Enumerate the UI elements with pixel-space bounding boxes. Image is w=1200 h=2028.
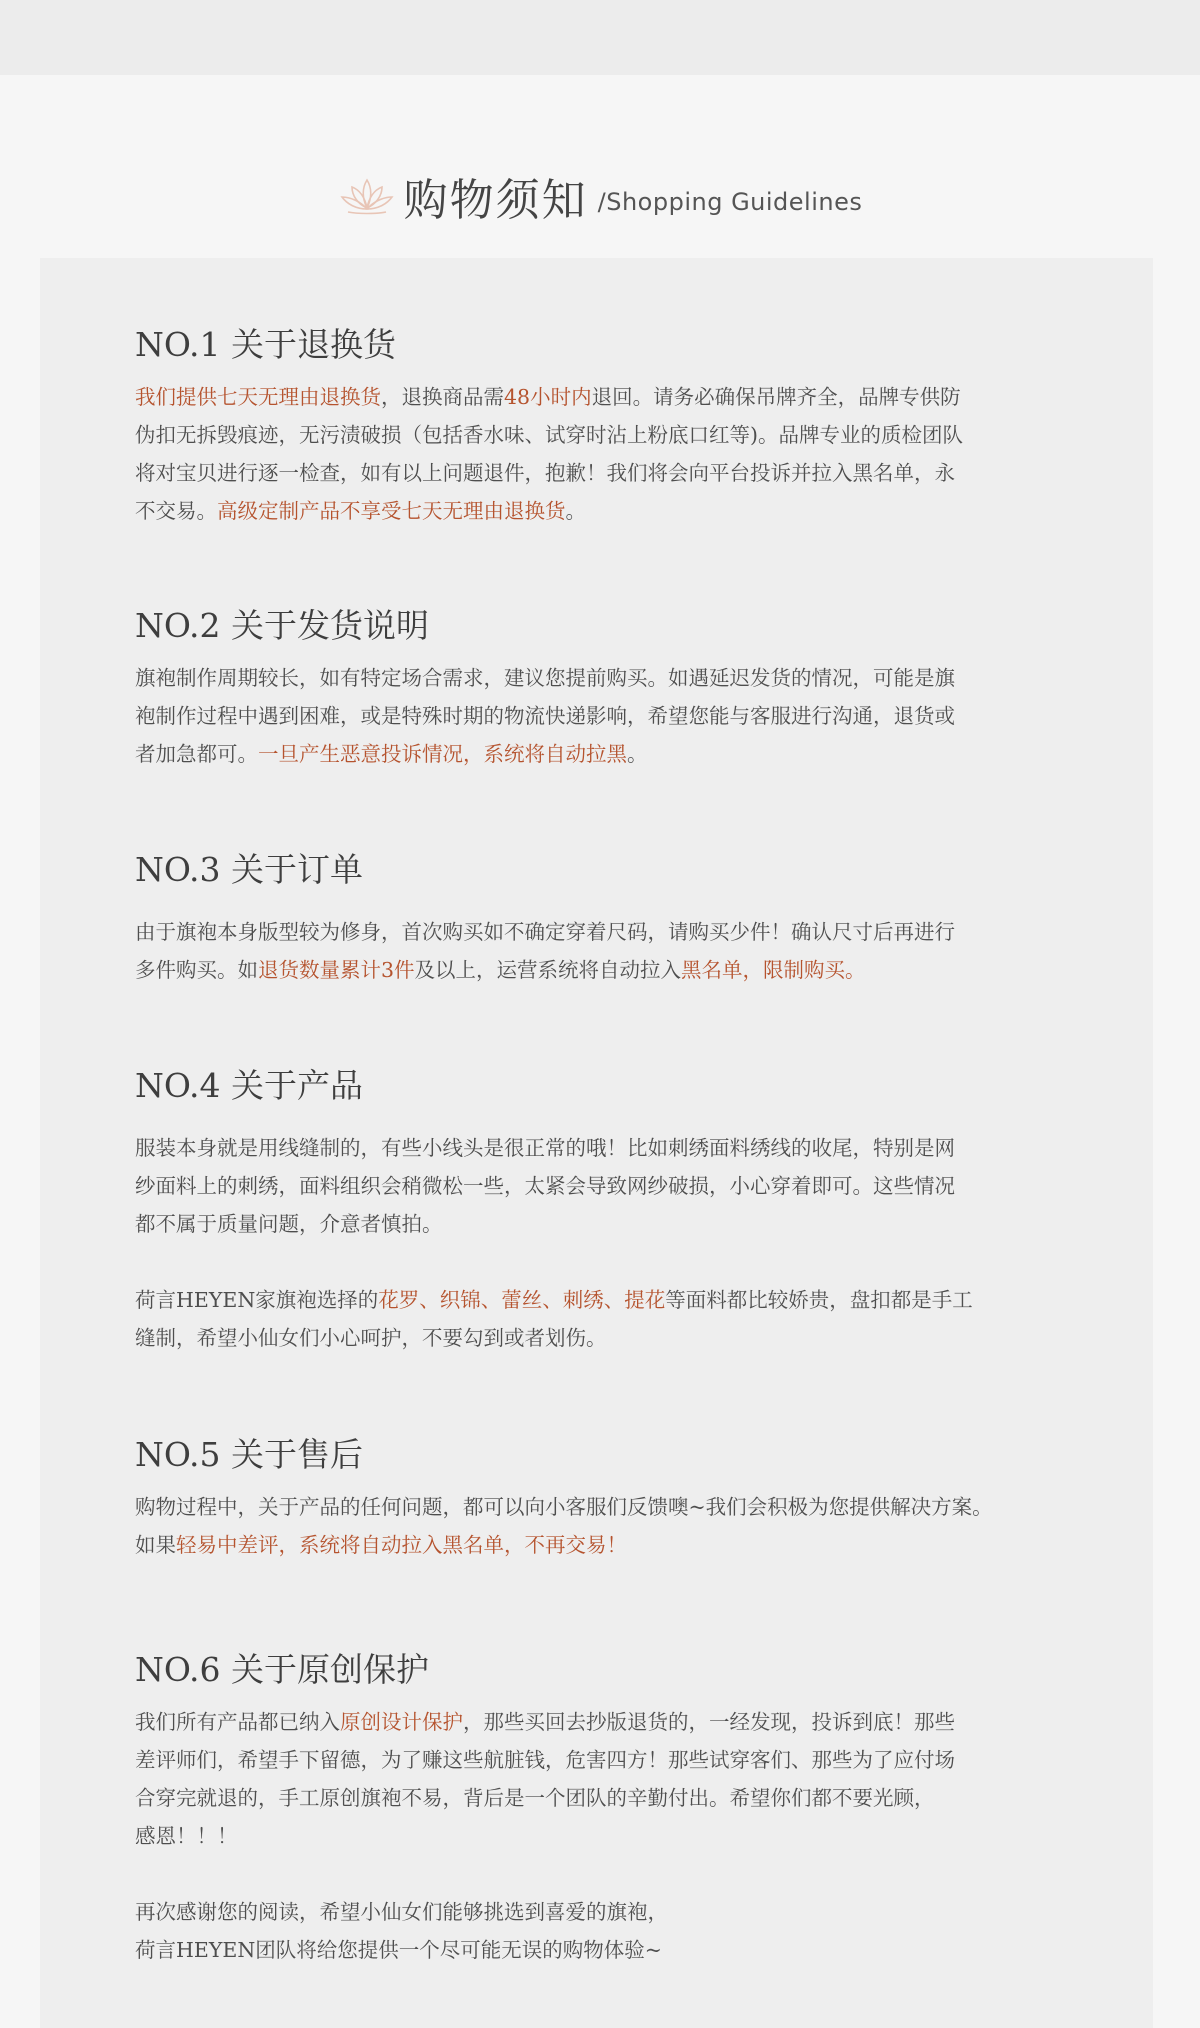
body-text: 伪扣无拆毁痕迹，无污渍破损（包括香水味、试穿时沾上粉底口红等)。品牌专业的质检团队: [135, 423, 963, 447]
page-header: [0, 160, 1200, 232]
body-text: 差评师们，希望手下留德，为了赚这些航脏钱，危害四方！那些试穿客们、那些为了应付场: [135, 1748, 955, 1772]
body-text: 者加急都可。: [135, 742, 258, 766]
text-line: [135, 1526, 1075, 1564]
body-text: 荷言HEYEN团队将给您提供一个尽可能无误的购物体验~: [135, 1938, 662, 1962]
text-line: [135, 951, 1075, 989]
section-body: [135, 1703, 1075, 1855]
highlight-text: 退货数量累计3件: [258, 958, 415, 982]
body-text: 多件购买。如: [135, 958, 258, 982]
section-body: [135, 1488, 1075, 1564]
body-text: 纱面料上的刺绣，面料组织会稍微松一些，太紧会导致网纱破损，小心穿着即可。这些情况: [135, 1174, 955, 1198]
body-text: 退回。请务必确保吊牌齐全，品牌专供防: [591, 385, 961, 409]
text-line: [135, 454, 1075, 492]
text-line: [135, 492, 1075, 530]
text-line: [135, 1319, 1075, 1357]
text-line: [135, 1817, 1075, 1855]
body-text: 将对宝贝进行逐一检查，如有以上问题退件，抱歉！我们将会向平台投诉并拉入黑名单，永: [135, 461, 955, 485]
body-text: 购物过程中，关于产品的任何问题，都可以向小客服们反馈噢~我们会积极为您提供解决方案。: [135, 1495, 993, 1519]
text-line: [135, 1205, 1075, 1243]
body-text: 如果: [135, 1533, 176, 1557]
body-text: 由于旗袍本身版型较为修身，首次购买如不确定穿着尺码，请购买少件！确认尺寸后再进行: [135, 920, 955, 944]
text-line: [135, 659, 1075, 697]
body-text: 荷言HEYEN家旗袍选择的: [135, 1288, 379, 1312]
section-body-2: [135, 1281, 1075, 1357]
section-title: NO.5 关于售后: [135, 1435, 363, 1474]
body-text: 及以上，运营系统将自动拉入: [414, 958, 682, 982]
lotus-icon: [338, 176, 396, 216]
text-line: [135, 1779, 1075, 1817]
body-text: 等面料都比较娇贵，盘扣都是手工: [665, 1288, 973, 1312]
text-line: [135, 416, 1075, 454]
section-body: [135, 913, 1075, 989]
body-text: 我们所有产品都已纳入: [135, 1710, 340, 1734]
top-bar: [0, 0, 1200, 75]
body-text: 袍制作过程中遇到困难，或是特殊时期的物流快递影响，希望您能与客服进行沟通，退货或: [135, 704, 955, 728]
section-products: [135, 1063, 1075, 1357]
section-after-sales: [135, 1432, 1075, 1564]
highlight-text: 轻易中差评，系统将自动拉入黑名单，不再交易！: [176, 1533, 627, 1557]
section-returns: [135, 322, 1075, 530]
page-title: 购物须知: [403, 175, 588, 226]
page-subtitle: /Shopping Guidelines: [597, 188, 863, 216]
section-title: NO.3 关于订单: [135, 850, 363, 889]
body-text: 再次感谢您的阅读，希望小仙女们能够挑选到喜爱的旗袍，: [135, 1900, 668, 1924]
body-text: 不交易。: [135, 499, 217, 523]
body-text: 缝制，希望小仙女们小心呵护，不要勾到或者划伤。: [135, 1326, 607, 1350]
body-text: 都不属于质量问题，介意者慎拍。: [135, 1212, 443, 1236]
section-body: [135, 659, 1075, 773]
section-body: [135, 1129, 1075, 1243]
section-body: [135, 378, 1075, 530]
text-line: [135, 735, 1075, 773]
highlight-text: 黑名单，限制购买。: [681, 958, 866, 982]
text-line: [135, 1931, 1075, 1969]
body-text: 。: [627, 742, 648, 766]
text-line: [135, 1129, 1075, 1167]
text-line: [135, 1167, 1075, 1205]
text-line: [135, 1488, 1075, 1526]
body-text: 合穿完就退的，手工原创旗袍不易，背后是一个团队的辛勤付出。希望你们都不要光顾，: [135, 1786, 935, 1810]
body-text: 旗袍制作周期较长，如有特定场合需求，建议您提前购买。如遇延迟发货的情况，可能是旗: [135, 666, 955, 690]
body-text: 。: [565, 499, 586, 523]
body-text: 服装本身就是用线缝制的，有些小线头是很正常的哦！比如刺绣面料绣线的收尾，特别是网: [135, 1136, 955, 1160]
closing-note: [135, 1893, 1075, 1969]
body-text: ，那些买回去抄版退货的，一经发现，投诉到底！那些: [463, 1710, 955, 1734]
highlight-text: 48小时内: [504, 385, 592, 409]
section-title: NO.4 关于产品: [135, 1066, 363, 1105]
text-line: [135, 697, 1075, 735]
text-line: [135, 1703, 1075, 1741]
body-text: 感恩！！！: [135, 1824, 238, 1848]
section-shipping: [135, 603, 1075, 773]
section-title: NO.2 关于发货说明: [135, 606, 429, 645]
text-line: [135, 1281, 1075, 1319]
highlight-text: 花罗、织锦、蕾丝、刺绣、提花: [378, 1288, 666, 1312]
text-line: [135, 1893, 1075, 1931]
section-orders: [135, 847, 1075, 989]
text-line: [135, 913, 1075, 951]
text-line: [135, 1741, 1075, 1779]
highlight-text: 一旦产生恶意投诉情况，系统将自动拉黑: [258, 742, 627, 766]
section-title: NO.6 关于原创保护: [135, 1650, 429, 1689]
text-line: [135, 378, 1075, 416]
section-title: NO.1 关于退换货: [135, 325, 396, 364]
highlight-text: 原创设计保护: [340, 1710, 463, 1734]
highlight-text: 高级定制产品不享受七天无理由退换货: [217, 499, 566, 523]
section-originality: [135, 1647, 1075, 1969]
body-text: ，退换商品需: [381, 385, 504, 409]
highlight-text: 我们提供七天无理由退换货: [135, 385, 381, 409]
